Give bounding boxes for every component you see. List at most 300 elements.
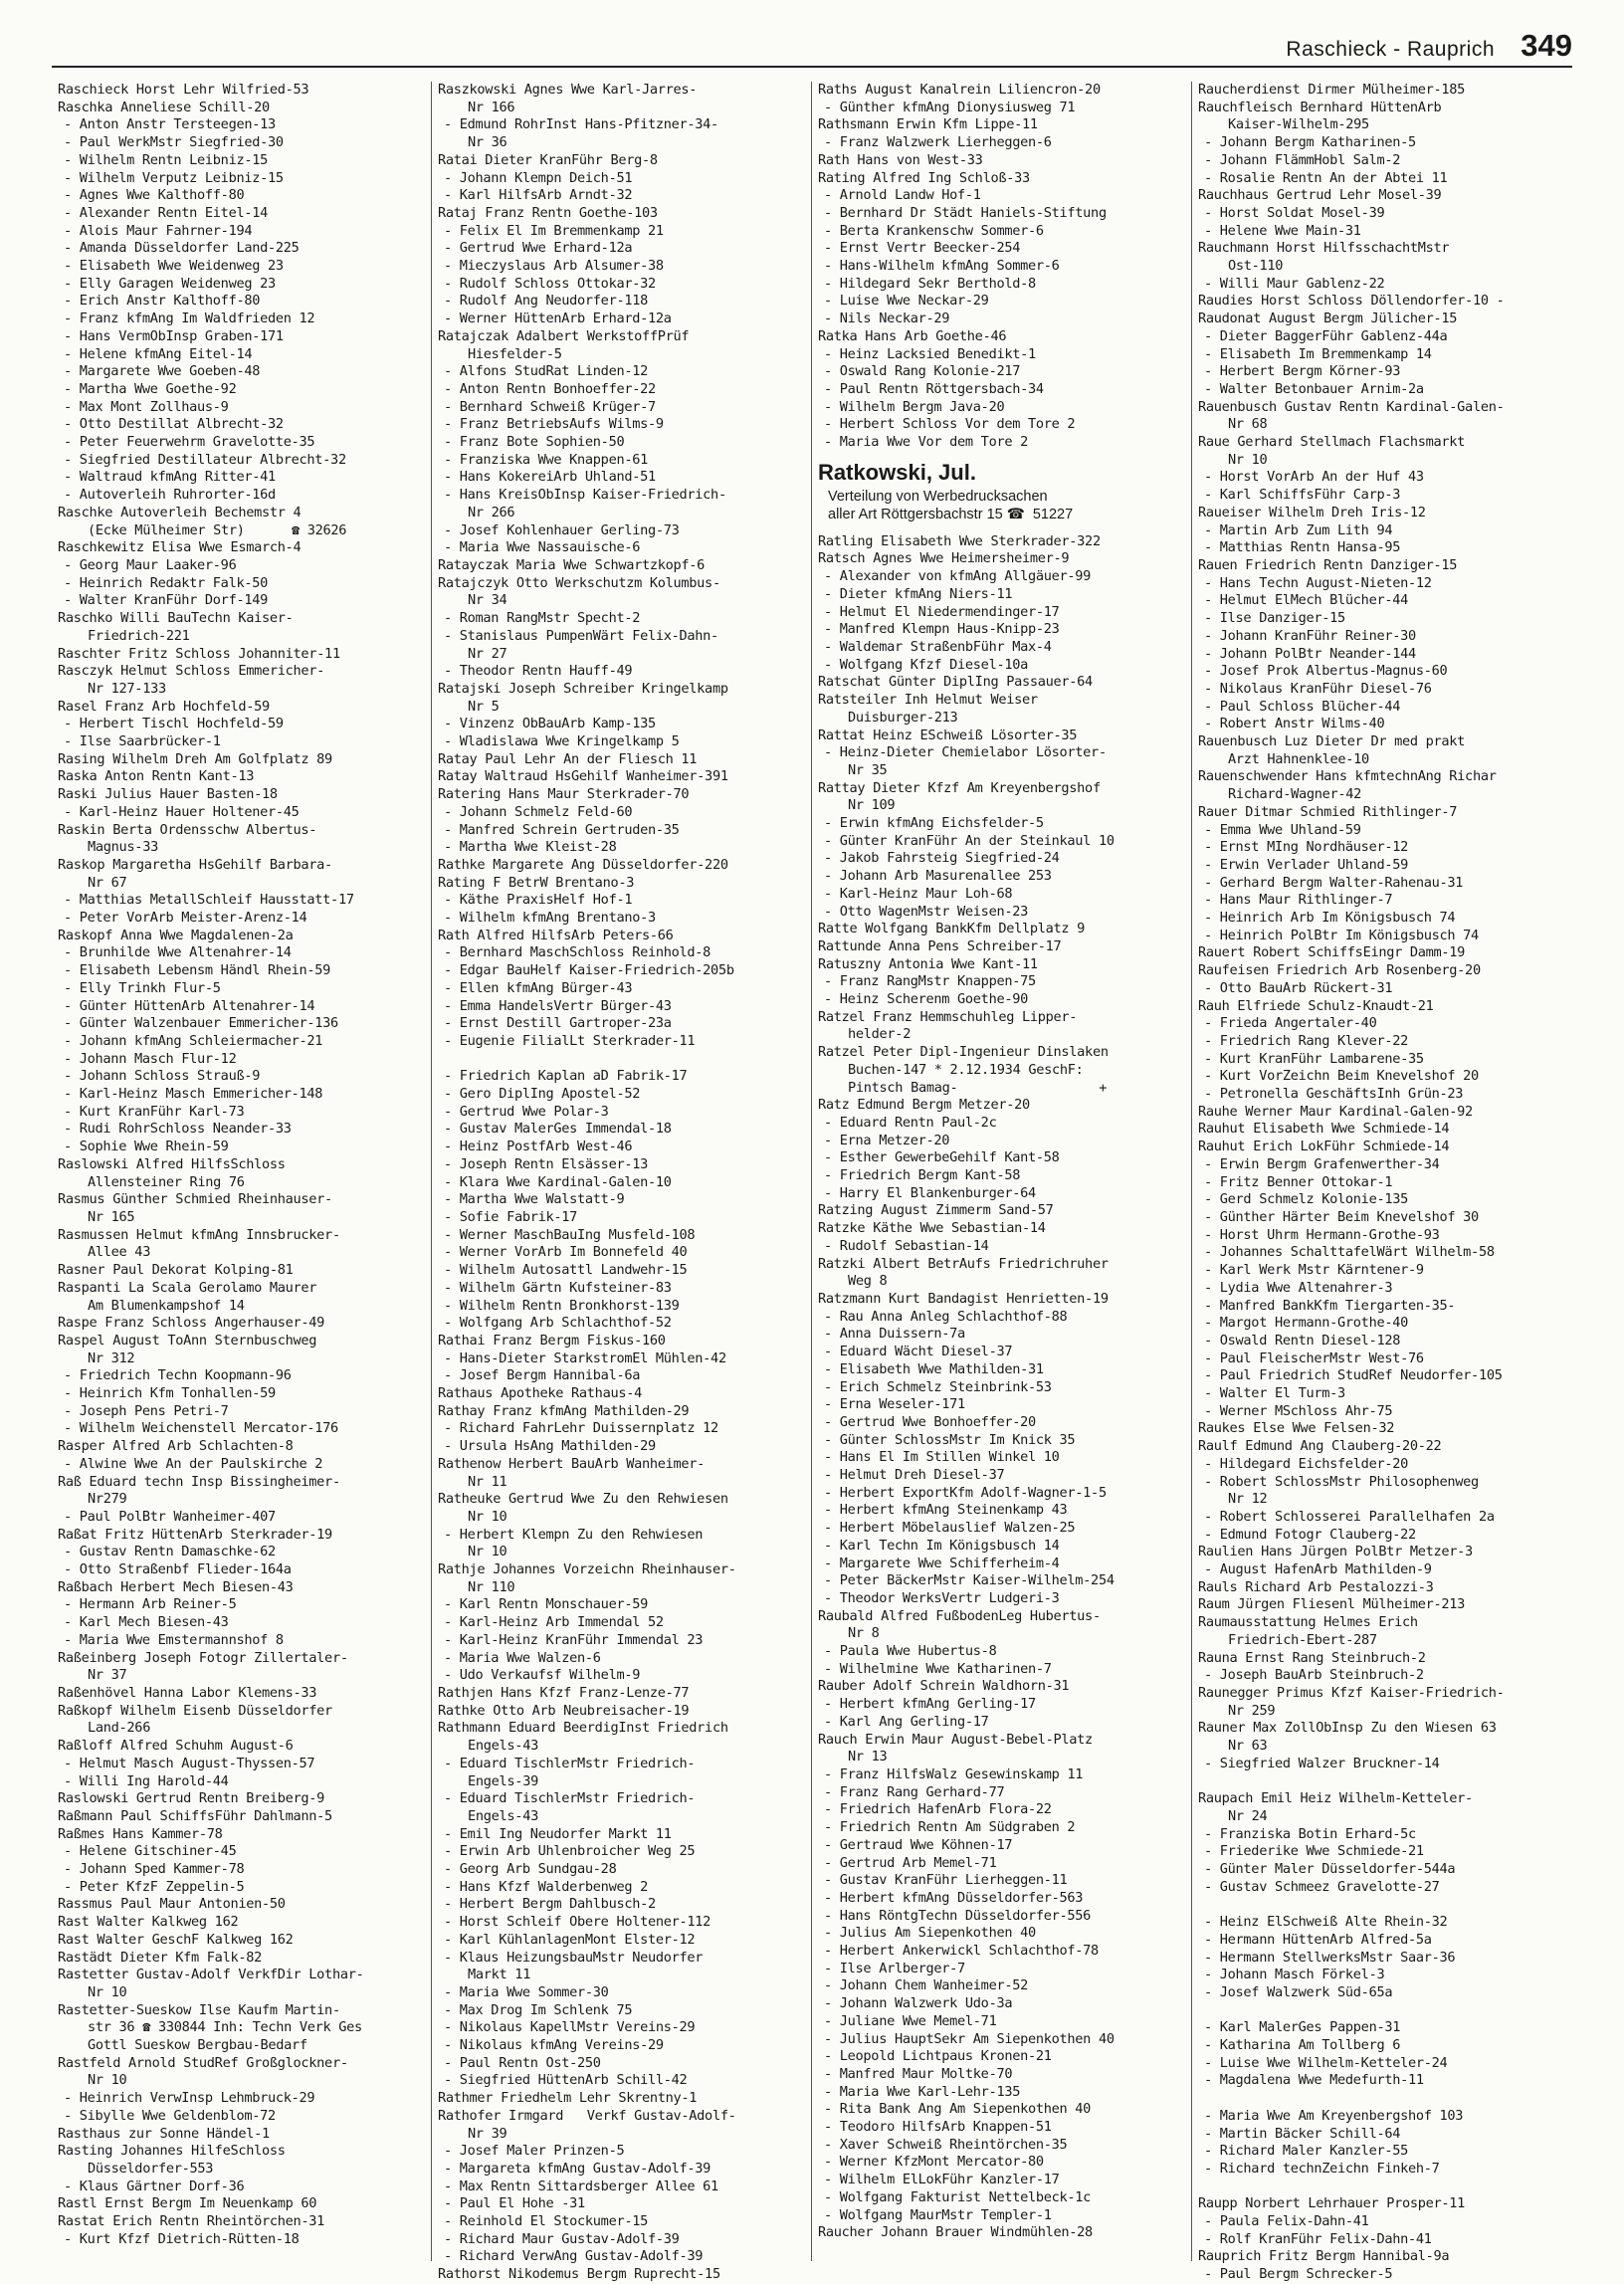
- directory-entry: Raschieck Horst Lehr Wilfried-53: [58, 82, 309, 98]
- directory-entry: - Katharina Am Tollberg 6: [1204, 2037, 1401, 2054]
- directory-entry: - Günter KranFühr An der Steinkaul 10: [824, 832, 1115, 849]
- directory-entry: Nr 5: [468, 698, 500, 715]
- directory-entry: - Franziska Wwe Knappen-61: [444, 451, 648, 468]
- directory-entry: - Manfred BankKfm Tiergarten-35-: [1204, 1297, 1456, 1314]
- directory-entry: - Heinrich Kfm Tonhallen-59: [64, 1385, 276, 1402]
- directory-entry: Raszkowski Agnes Wwe Karl-Jarres-: [438, 82, 698, 98]
- directory-entry: - Klaus HeizungsbauMstr Neudorfer: [444, 1949, 704, 1966]
- directory-entry: - Wilhelm Verputz Leibniz-15: [64, 169, 284, 186]
- directory-entry: - Franz RangMstr Knappen-75: [824, 973, 1036, 990]
- directory-entry: Ratzing August Zimmerm Sand-57: [818, 1202, 1054, 1219]
- directory-entry: - Nikolaus KranFühr Diesel-76: [1204, 680, 1432, 697]
- directory-entry: - Margareta kfmAng Gustav-Adolf-39: [444, 2160, 711, 2177]
- directory-entry: Rauenschwender Hans kfmtechnAng Richar: [1198, 768, 1497, 785]
- directory-entry: - Günter SchlossMstr Im Knick 35: [824, 1431, 1076, 1448]
- directory-entry: Nr 37: [88, 1667, 127, 1684]
- directory-entry: - August HafenArb Mathilden-9: [1204, 1561, 1432, 1578]
- directory-entry: - Maria Wwe Sommer-30: [444, 1983, 609, 2000]
- directory-entry: Rath Hans von West-33: [818, 151, 983, 168]
- directory-entry: Ratka Hans Arb Goethe-46: [818, 327, 1007, 344]
- directory-entry: Raskin Berta Ordensschw Albertus-: [58, 821, 317, 838]
- directory-entry: - Josef Kohlenhauer Gerling-73: [444, 521, 680, 538]
- directory-entry: Ratzki Albert BetrAufs Friedrichruher: [818, 1255, 1109, 1272]
- directory-entry: - Gero DiplIng Apostel-52: [444, 1086, 641, 1103]
- directory-entry: - Ilse Arlberger-7: [824, 1960, 965, 1976]
- directory-entry: - Theodor Rentn Hauff-49: [444, 663, 633, 680]
- ad-company-name: Ratkowski, Jul.: [818, 459, 976, 485]
- directory-entry: - Erwin kfmAng Eichsfelder-5: [824, 815, 1044, 832]
- directory-entry: - Martin Bäcker Schill-64: [1204, 2125, 1401, 2142]
- directory-entry: (Ecke Mülheimer Str) ☎ 32626: [88, 521, 347, 538]
- directory-entry: Raukes Else Wwe Felsen-32: [1198, 1420, 1395, 1437]
- directory-entry: Raskop Margaretha HsGehilf Barbara-: [58, 856, 332, 873]
- directory-entry: - Richard Maur Gustav-Adolf-39: [444, 2230, 680, 2247]
- directory-entry: - Hans Maur Rithlinger-7: [1204, 892, 1393, 909]
- directory-entry: - Gertrud Wwe Bonhoeffer-20: [824, 1413, 1036, 1430]
- directory-entry: Rathaus Apotheke Rathaus-4: [438, 1385, 642, 1402]
- directory-entry: - Eduard Wächt Diesel-37: [824, 1344, 1013, 1360]
- directory-entry: - Wolfgang MaurMstr Templer-1: [824, 2206, 1052, 2223]
- directory-entry: - Paul Bergm Schrecker-5: [1204, 2266, 1393, 2283]
- directory-entry: - Herbert ExportKfm Adolf-Wagner-1-5: [824, 1484, 1107, 1501]
- directory-entry: Ratzke Käthe Wwe Sebastian-14: [818, 1220, 1046, 1237]
- directory-entry: - Karl Rentn Monschauer-59: [444, 1596, 648, 1613]
- directory-entry: - Siegfried Walzer Bruckner-14: [1204, 1755, 1440, 1771]
- directory-entry: - Rosalie Rentn An der Abtei 11: [1204, 169, 1448, 186]
- directory-entry: - Heinz Scherenm Goethe-90: [824, 991, 1028, 1008]
- directory-entry: - Anton Rentn Bonhoeffer-22: [444, 380, 656, 397]
- directory-entry: - Johann Bergm Katharinen-5: [1204, 134, 1416, 151]
- directory-entry: Ratajczak Adalbert WerkstoffPrüf: [438, 327, 690, 344]
- directory-entry: Nr 8: [848, 1625, 880, 1642]
- directory-entry: Nr 110: [468, 1578, 515, 1595]
- directory-entry: Rauert Robert SchiffsEingr Damm-19: [1198, 944, 1466, 961]
- directory-entry: Raspanti La Scala Gerolamo Maurer: [58, 1279, 317, 1296]
- directory-entry: - Max Rentn Sittardsberger Allee 61: [444, 2178, 718, 2194]
- directory-entry: - Nikolaus KapellMstr Vereins-29: [444, 2019, 696, 2036]
- directory-entry: - Franz Bote Sophien-50: [444, 434, 625, 451]
- directory-entry: Ratzel Franz Hemmschuhleg Lipper-: [818, 1008, 1078, 1025]
- column-1: [52, 82, 432, 2261]
- directory-entry: - Friedrich Bergm Kant-58: [824, 1167, 1021, 1184]
- directory-entry: - Friedrich Rentn Am Südgraben 2: [824, 1819, 1076, 1836]
- directory-entry: Ratschat Günter DiplIng Passauer-64: [818, 674, 1093, 691]
- directory-entry: - Jakob Fahrsteig Siegfried-24: [824, 850, 1060, 867]
- directory-entry: - Helmut El Niedermendinger-17: [824, 603, 1060, 620]
- directory-entry: - Johann Walzwerk Udo-3a: [824, 1995, 1013, 2012]
- directory-entry: - Horst Schleif Obere Holtener-112: [444, 1914, 711, 1931]
- directory-entry: - Fritz Benner Ottokar-1: [1204, 1173, 1393, 1190]
- directory-entry: - Amanda Düsseldorfer Land-225: [64, 240, 300, 257]
- directory-entry: Raupach Emil Heiz Wilhelm-Ketteler-: [1198, 1790, 1473, 1807]
- directory-entry: Raslowski Alfred HilfsSchloss: [58, 1155, 286, 1172]
- directory-entry: Rauchhaus Gertrud Lehr Mosel-39: [1198, 187, 1442, 204]
- directory-entry: - Johann Masch Förkel-3: [1204, 1967, 1385, 1983]
- column-2: [432, 82, 812, 2283]
- directory-entry: Raspel August ToAnn Sternbuschweg: [58, 1332, 317, 1349]
- directory-entry: - Erwin Verlader Uhland-59: [1204, 856, 1408, 873]
- directory-entry: - Wilhelm Bergm Java-20: [824, 398, 1005, 415]
- directory-entry: - Hermann HüttenArb Alfred-5a: [1204, 1931, 1432, 1948]
- directory-entry: Rathay Franz kfmAng Mathilden-29: [438, 1402, 690, 1419]
- directory-entry: Raschke Autoverleih Bechemstr 4: [58, 504, 302, 520]
- directory-entry: - Elisabeth Im Bremmenkamp 14: [1204, 345, 1432, 362]
- directory-entry: - Herbert Tischl Hochfeld-59: [64, 716, 284, 732]
- directory-entry: - Walter KranFühr Dorf-149: [64, 592, 268, 609]
- directory-entry: - Helmut ElMech Blücher-44: [1204, 592, 1408, 609]
- directory-entry: - Willi Ing Harold-44: [64, 1772, 229, 1789]
- directory-entry: - Siegfried Destillateur Albrecht-32: [64, 451, 346, 468]
- directory-entry: str 36 ☎ 330844 Inh: Techn Verk Ges: [88, 2019, 362, 2036]
- directory-entry: - Werner HüttenArb Erhard-12a: [444, 311, 672, 327]
- directory-entry: [1198, 2090, 1566, 2108]
- directory-entry: - Helmut Masch August-Thyssen-57: [64, 1755, 315, 1771]
- directory-entry: - Horst VorArb An der Huf 43: [1204, 469, 1424, 486]
- directory-entry: - Nikolaus kfmAng Vereins-29: [444, 2037, 664, 2054]
- directory-entry: - Peter BäckerMstr Kaiser-Wilhelm-254: [824, 1572, 1115, 1589]
- directory-entry: - Paula Wwe Hubertus-8: [824, 1643, 997, 1660]
- directory-columns: [52, 82, 1572, 2283]
- directory-entry: Land-266: [88, 1720, 151, 1737]
- directory-entry: - Wolfgang Kfzf Diesel-10a: [824, 656, 1028, 673]
- directory-entry: Raßenhövel Hanna Labor Klemens-33: [58, 1684, 317, 1701]
- directory-entry: Raths August Kanalrein Liliencron-20: [818, 82, 1101, 98]
- directory-entry: - Johann Chem Wanheimer-52: [824, 1977, 1028, 1994]
- directory-entry: - Matthias MetallSchleif Hausstatt-17: [64, 892, 354, 909]
- directory-entry: Rasper Alfred Arb Schlachten-8: [58, 1438, 294, 1455]
- directory-entry: - Paul FleischerMstr West-76: [1204, 1350, 1424, 1366]
- directory-entry: - Heinrich PolBtr Im Königsbusch 74: [1204, 927, 1479, 943]
- directory-entry: - Mieczyslaus Arb Alsumer-38: [444, 258, 664, 275]
- directory-entry: Raubald Alfred FußbodenLeg Hubertus-: [818, 1607, 1101, 1624]
- running-head: Raschieck - Rauprich: [1286, 38, 1495, 61]
- directory-entry: Rathke Margarete Ang Düsseldorfer-220: [438, 856, 728, 873]
- directory-entry: Rauhut Erich LokFühr Schmiede-14: [1198, 1139, 1450, 1155]
- directory-entry: Raski Julius Hauer Basten-18: [58, 786, 278, 803]
- directory-entry: Rauprich Fritz Bergm Hannibal-9a: [1198, 2248, 1450, 2265]
- directory-entry: Rasting Johannes HilfeSchloss: [58, 2143, 286, 2160]
- directory-entry: Rasner Paul Dekorat Kolping-81: [58, 1262, 294, 1279]
- directory-entry: - Otto BauArb Rückert-31: [1204, 979, 1393, 996]
- column-3-bottom: [818, 533, 1185, 2242]
- directory-entry: Nr 10: [88, 1983, 127, 2000]
- directory-entry: - Helene kfmAng Eitel-14: [64, 345, 253, 362]
- directory-entry: Raska Anton Rentn Kant-13: [58, 768, 255, 785]
- directory-entry: - Rolf KranFühr Felix-Dahn-41: [1204, 2230, 1432, 2247]
- directory-entry: Raue Gerhard Stellmach Flachsmarkt: [1198, 434, 1466, 451]
- directory-entry: [1198, 1896, 1566, 1914]
- directory-entry: - Rita Bank Ang Am Siepenkothen 40: [824, 2101, 1092, 2118]
- directory-entry: - Margarete Wwe Goeben-48: [64, 363, 261, 380]
- directory-entry: - Lydia Wwe Altenahrer-3: [1204, 1279, 1393, 1296]
- directory-entry: - Franz kfmAng Im Waldfrieden 12: [64, 311, 315, 327]
- directory-entry: Raßeinberg Joseph Fotogr Zillertaler-: [58, 1649, 348, 1666]
- directory-entry: Raueiser Wilhelm Dreh Iris-12: [1198, 504, 1426, 520]
- directory-entry: - Werner MSchloss Ahr-75: [1204, 1402, 1393, 1419]
- directory-entry: - Karl Werk Mstr Kärntener-9: [1204, 1262, 1424, 1279]
- directory-entry: - Kurt Kfzf Dietrich-Rütten-18: [64, 2230, 300, 2247]
- directory-entry: - Helene Wwe Main-31: [1204, 222, 1361, 239]
- directory-entry: Rath Alfred HilfsArb Peters-66: [438, 927, 674, 943]
- directory-entry: Nr 11: [468, 1473, 508, 1490]
- directory-entry: - Horst Uhrm Hermann-Grothe-93: [1204, 1226, 1440, 1243]
- directory-entry: Rating F BetrW Brentano-3: [438, 874, 635, 891]
- directory-entry: - Ursula HsAng Mathilden-29: [444, 1438, 656, 1455]
- directory-entry: - Karl-Heinz Arb Immendal 52: [444, 1614, 664, 1631]
- directory-entry: Rastl Ernst Bergm Im Neuenkamp 60: [58, 2195, 317, 2212]
- directory-entry: - Josef Bergm Hannibal-6a: [444, 1367, 641, 1384]
- directory-entry: - Johann Klempn Deich-51: [444, 169, 633, 186]
- directory-entry: - Richard technZeichn Finkeh-7: [1204, 2160, 1440, 2177]
- directory-entry: - Karl-Heinz Maur Loh-68: [824, 885, 1013, 902]
- directory-entry: - Herbert Möbelauslief Walzen-25: [824, 1520, 1076, 1537]
- directory-entry: - Eduard TischlerMstr Friedrich-: [444, 1790, 696, 1807]
- directory-entry: Ratsteiler Inh Helmut Weiser: [818, 692, 1038, 709]
- directory-entry: - Gertraud Wwe Köhnen-17: [824, 1836, 1013, 1853]
- directory-entry: - Alexander von kfmAng Allgäuer-99: [824, 568, 1092, 585]
- directory-entry: - Gertrud Wwe Polar-3: [444, 1103, 609, 1120]
- directory-entry: - Heinz PostfArb West-46: [444, 1139, 633, 1155]
- directory-entry: - Klara Wwe Kardinal-Galen-10: [444, 1173, 672, 1190]
- directory-entry: - Roman RangMstr Specht-2: [444, 610, 641, 627]
- directory-entry: Gottl Sueskow Bergbau-Bedarf: [88, 2037, 307, 2054]
- directory-entry: Rastädt Dieter Kfm Falk-82: [58, 1949, 262, 1966]
- directory-entry: - Hermann StellwerksMstr Saar-36: [1204, 1949, 1456, 1966]
- directory-entry: - Juliane Wwe Memel-71: [824, 2012, 997, 2029]
- directory-entry: - Paul Schloss Blücher-44: [1204, 698, 1401, 715]
- directory-entry: - Herbert Ankerwickl Schlachthof-78: [824, 1943, 1099, 1960]
- directory-entry: Raslowski Gertrud Rentn Breiberg-9: [58, 1790, 325, 1807]
- directory-entry: Ratering Hans Maur Sterkrader-70: [438, 786, 690, 803]
- directory-entry: Rauchmann Horst HilfsschachtMstr: [1198, 240, 1450, 257]
- directory-entry: Raschka Anneliese Schill-20: [58, 99, 270, 115]
- directory-entry: - Gustav KranFühr Lierheggen-11: [824, 1872, 1068, 1889]
- directory-entry: Friedrich-221: [88, 627, 190, 644]
- directory-entry: - Wilhelm Rentn Leibniz-15: [64, 151, 268, 168]
- ad-line: aller Art Röttgersbachstr 15 ☎ 51227: [828, 506, 1074, 522]
- directory-entry: - Ernst MIng Nordhäuser-12: [1204, 839, 1408, 856]
- directory-entry: - Ilse Saarbrücker-1: [64, 733, 221, 750]
- directory-entry: - Maria Wwe Emstermannshof 8: [64, 1631, 284, 1648]
- directory-entry: Ratuszny Antonia Wwe Kant-11: [818, 955, 1038, 972]
- directory-entry: - Hans-Wilhelm kfmAng Sommer-6: [824, 258, 1060, 275]
- directory-entry: Nr279: [88, 1491, 127, 1508]
- directory-entry: - Siegfried HüttenArb Schill-42: [444, 2072, 688, 2089]
- directory-entry: - Wilhelm kfmAng Brentano-3: [444, 910, 656, 927]
- directory-entry: - Paul WerkMstr Siegfried-30: [64, 134, 284, 151]
- page-number: 349: [1521, 28, 1572, 63]
- directory-entry: - Robert Schlosserei Parallelhafen 2a: [1204, 1508, 1495, 1525]
- directory-entry: - Franziska Botin Erhard-5c: [1204, 1825, 1416, 1842]
- directory-entry: Rathmann Eduard BeerdigInst Friedrich: [438, 1720, 728, 1737]
- directory-entry: Raspe Franz Schloss Angerhauser-49: [58, 1315, 325, 1332]
- directory-entry: - Theodor WerksVertr Ludgeri-3: [824, 1589, 1060, 1606]
- directory-entry: Allensteiner Ring 76: [88, 1173, 245, 1190]
- advertisement: [818, 458, 1185, 523]
- directory-entry: - Friedrich HafenArb Flora-22: [824, 1801, 1052, 1818]
- directory-entry: Raudonat August Bergm Jülicher-15: [1198, 311, 1458, 327]
- directory-entry: Raschter Fritz Schloss Johanniter-11: [58, 645, 340, 662]
- directory-entry: helder-2: [848, 1026, 912, 1043]
- directory-entry: - Klaus Gärtner Dorf-36: [64, 2178, 245, 2194]
- directory-entry: Raupp Norbert Lehrhauer Prosper-11: [1198, 2195, 1466, 2212]
- directory-entry: Nr 36: [468, 134, 508, 151]
- directory-entry: Nr 39: [468, 2125, 508, 2142]
- directory-entry: - Werner KfzMont Mercator-80: [824, 2154, 1044, 2171]
- directory-entry: Raucher Johann Brauer Windmühlen-28: [818, 2224, 1093, 2241]
- directory-entry: - Joseph BauArb Steinbruch-2: [1204, 1667, 1424, 1684]
- directory-entry: - Paul Rentn Ost-250: [444, 2054, 601, 2071]
- directory-entry: - Walter El Turm-3: [1204, 1385, 1345, 1402]
- directory-entry: - Helene Gitschiner-45: [64, 1843, 237, 1860]
- directory-entry: - Elisabeth Wwe Weidenweg 23: [64, 258, 284, 275]
- directory-entry: - Heinz-Dieter Chemielabor Lösorter-: [824, 744, 1107, 761]
- directory-entry: Rasmus Günther Schmied Rheinhauser-: [58, 1191, 332, 1208]
- directory-entry: Rathjen Hans Kfzf Franz-Lenze-77: [438, 1684, 690, 1701]
- directory-entry: - Franz Walzwerk Lierheggen-6: [824, 134, 1052, 151]
- directory-entry: - Wilhelm ElLokFühr Kanzler-17: [824, 2172, 1060, 2188]
- directory-entry: - Karl SchiffsFühr Carp-3: [1204, 487, 1401, 504]
- directory-entry: - Wilhelm Gärtn Kufsteiner-83: [444, 1279, 672, 1296]
- directory-entry: - Wilhelm Rentn Bronkhorst-139: [444, 1297, 680, 1314]
- directory-entry: Ratz Edmund Bergm Metzer-20: [818, 1097, 1030, 1114]
- directory-entry: Ratte Wolfgang BankKfm Dellplatz 9: [818, 921, 1086, 937]
- directory-entry: - Bernhard Schweiß Krüger-7: [444, 398, 656, 415]
- column-4: [1192, 82, 1572, 2283]
- directory-entry: - Maria Wwe Walzen-6: [444, 1649, 601, 1666]
- directory-entry: Rating Alfred Ing Schloß-33: [818, 169, 1030, 186]
- directory-entry: - Karl Ang Gerling-17: [824, 1713, 989, 1730]
- directory-entry: - Berta Krankenschw Sommer-6: [824, 222, 1044, 239]
- directory-entry: - Heinrich Arb Im Königsbusch 74: [1204, 910, 1456, 927]
- directory-entry: - Gertrud Wwe Erhard-12a: [444, 240, 633, 257]
- directory-entry: Arzt Hahnenklee-10: [1228, 750, 1369, 767]
- directory-entry: Rastetter Gustav-Adolf VerkfDir Lothar-: [58, 1967, 364, 1983]
- directory-entry: - Hans El Im Stillen Winkel 10: [824, 1449, 1060, 1466]
- directory-entry: - Bernhard MaschSchloss Reinhold-8: [444, 944, 711, 961]
- directory-entry: - Herbert Bergm Körner-93: [1204, 363, 1401, 380]
- directory-entry: - Oswald Rang Kolonie-217: [824, 363, 1021, 380]
- directory-entry: - Otto WagenMstr Weisen-23: [824, 903, 1028, 920]
- directory-entry: - Friederike Wwe Schmiede-21: [1204, 1843, 1424, 1860]
- directory-entry: - Margot Hermann-Grothe-40: [1204, 1315, 1408, 1332]
- directory-entry: Raulf Edmund Ang Clauberg-20-22: [1198, 1438, 1442, 1455]
- directory-entry: Ost-110: [1228, 258, 1284, 275]
- directory-entry: - Alois Maur Fahrner-194: [64, 222, 253, 239]
- directory-entry: - Julius Am Siepenkothen 40: [824, 1925, 1036, 1942]
- directory-entry: - Hildegard Sekr Berthold-8: [824, 275, 1036, 292]
- directory-entry: - Ernst Vertr Beecker-254: [824, 240, 1021, 257]
- directory-entry: - Waltraud kfmAng Ritter-41: [64, 469, 276, 486]
- directory-entry: - Georg Maur Laaker-96: [64, 556, 237, 573]
- directory-entry: - Max Drog Im Schlenk 75: [444, 2001, 633, 2018]
- directory-entry: Nr 312: [88, 1350, 135, 1366]
- directory-entry: Rauenbusch Gustav Rentn Kardinal-Galen-: [1198, 398, 1505, 415]
- directory-entry: - Felix El Im Bremmenkamp 21: [444, 222, 664, 239]
- directory-entry: Raumausstattung Helmes Erich: [1198, 1614, 1418, 1631]
- directory-entry: - Sofie Fabrik-17: [444, 1209, 578, 1225]
- directory-entry: Rauber Adolf Schrein Waldhorn-31: [818, 1678, 1070, 1695]
- directory-entry: - Kurt KranFühr Karl-73: [64, 1103, 245, 1120]
- directory-entry: - Paula Felix-Dahn-41: [1204, 2213, 1369, 2230]
- directory-entry: Nr 165: [88, 1209, 135, 1225]
- directory-entry: - Willi Maur Gablenz-22: [1204, 275, 1385, 292]
- directory-entry: - Robert Anstr Wilms-40: [1204, 716, 1385, 732]
- directory-entry: Nr 24: [1228, 1807, 1268, 1824]
- directory-entry: - Günter HüttenArb Altenahrer-14: [64, 997, 315, 1014]
- directory-entry: - Karl-Heinz Hauer Holtener-45: [64, 803, 300, 820]
- directory-entry: - Heinz Lacksied Benedikt-1: [824, 345, 1036, 362]
- directory-entry: Rast Walter GeschF Kalkweg 162: [58, 1931, 294, 1948]
- directory-entry: Ratay Paul Lehr An der Fliesch 11: [438, 750, 698, 767]
- directory-entry: - Oswald Rentn Diesel-128: [1204, 1332, 1401, 1349]
- directory-entry: - Karl Techn Im Königsbusch 14: [824, 1537, 1060, 1554]
- directory-entry: - Reinhold El Stockumer-15: [444, 2213, 648, 2230]
- directory-entry: - Walter Betonbauer Arnim-2a: [1204, 380, 1424, 397]
- directory-entry: Nr 12: [1228, 1491, 1268, 1508]
- directory-entry: Rattat Heinz ESchweiß Lösorter-35: [818, 727, 1078, 743]
- directory-entry: Rauhut Elisabeth Wwe Schmiede-14: [1198, 1121, 1450, 1138]
- directory-entry: - Bernhard Dr Städt Haniels-Stiftung: [824, 204, 1107, 221]
- directory-entry: Rauls Richard Arb Pestalozzi-3: [1198, 1578, 1434, 1595]
- directory-entry: - Georg Arb Sundgau-28: [444, 1861, 617, 1878]
- directory-entry: [1198, 2179, 1566, 2196]
- column-3: [812, 82, 1192, 2261]
- directory-entry: Rast Walter Kalkweg 162: [58, 1914, 239, 1931]
- directory-entry: - Hans RöntgTechn Düsseldorfer-556: [824, 1907, 1092, 1924]
- directory-entry: Duisburger-213: [848, 709, 958, 726]
- directory-entry: - Harry El Blankenburger-64: [824, 1184, 1036, 1201]
- directory-entry: - Karl KühlanlagenMont Elster-12: [444, 1931, 696, 1948]
- directory-entry: - Gerd Schmelz Kolonie-135: [1204, 1191, 1408, 1208]
- directory-entry: Am Blumenkampshof 14: [88, 1297, 245, 1314]
- directory-entry: Hiesfelder-5: [468, 345, 562, 362]
- directory-entry: Ratayczak Maria Wwe Schwartzkopf-6: [438, 556, 706, 573]
- directory-entry: Raschko Willi BauTechn Kaiser-: [58, 610, 294, 627]
- directory-entry: Richard-Wagner-42: [1228, 786, 1362, 803]
- directory-entry: - Johann FlämmHobl Salm-2: [1204, 151, 1401, 168]
- directory-entry: - Franz BetriebsAufs Wilms-9: [444, 416, 664, 433]
- directory-entry: - Leopold Lichtpaus Kronen-21: [824, 2048, 1052, 2065]
- directory-entry: - Wilhelm Weichenstell Mercator-176: [64, 1420, 338, 1437]
- directory-entry: - Johann kfmAng Schleiermacher-21: [64, 1032, 323, 1049]
- directory-entry: Engels-43: [468, 1738, 538, 1755]
- directory-entry: - Xaver Schweiß Rheintörchen-35: [824, 2136, 1068, 2153]
- directory-entry: Ratay Waltraud HsGehilf Wanheimer-391: [438, 768, 728, 785]
- directory-entry: Rauenbusch Luz Dieter Dr med prakt: [1198, 733, 1466, 750]
- directory-entry: Rauh Elfriede Schulz-Knaudt-21: [1198, 997, 1434, 1014]
- directory-entry: Ratzel Peter Dipl-Ingenieur Dinslaken: [818, 1044, 1109, 1061]
- directory-entry: - Arnold Landw Hof-1: [824, 187, 981, 204]
- directory-entry: - Rudi RohrSchloss Neander-33: [64, 1121, 292, 1138]
- directory-entry: Raufeisen Friedrich Arb Rosenberg-20: [1198, 962, 1481, 979]
- directory-entry: Ratheuke Gertrud Wwe Zu den Rehwiesen: [438, 1491, 728, 1508]
- directory-entry: - Erna Weseler-171: [824, 1396, 965, 1413]
- directory-entry: Ratajczyk Otto Werkschutzm Kolumbus-: [438, 574, 720, 591]
- directory-entry: - Erich Anstr Kalthoff-80: [64, 293, 261, 310]
- directory-entry: - Herbert Schloss Vor dem Tore 2: [824, 416, 1076, 433]
- directory-entry: - Wilhelmine Wwe Katharinen-7: [824, 1660, 1052, 1677]
- directory-entry: - Elly Garagen Weidenweg 23: [64, 275, 276, 292]
- directory-entry: - Alfons StudRat Linden-12: [444, 363, 648, 380]
- directory-entry: - Emil Ing Neudorfer Markt 11: [444, 1825, 672, 1842]
- directory-entry: - Maria Wwe Am Kreyenbergshof 103: [1204, 2107, 1464, 2124]
- directory-entry: - Johann Schloss Strauß-9: [64, 1068, 261, 1085]
- directory-entry: - Edgar BauHelf Kaiser-Friedrich-205b: [444, 962, 734, 979]
- directory-entry: - Heinz ElSchweiß Alte Rhein-32: [1204, 1914, 1448, 1931]
- directory-entry: Buchen-147 * 2.12.1934 GeschF:: [848, 1061, 1084, 1078]
- directory-entry: - Josef Prok Albertus-Magnus-60: [1204, 663, 1448, 680]
